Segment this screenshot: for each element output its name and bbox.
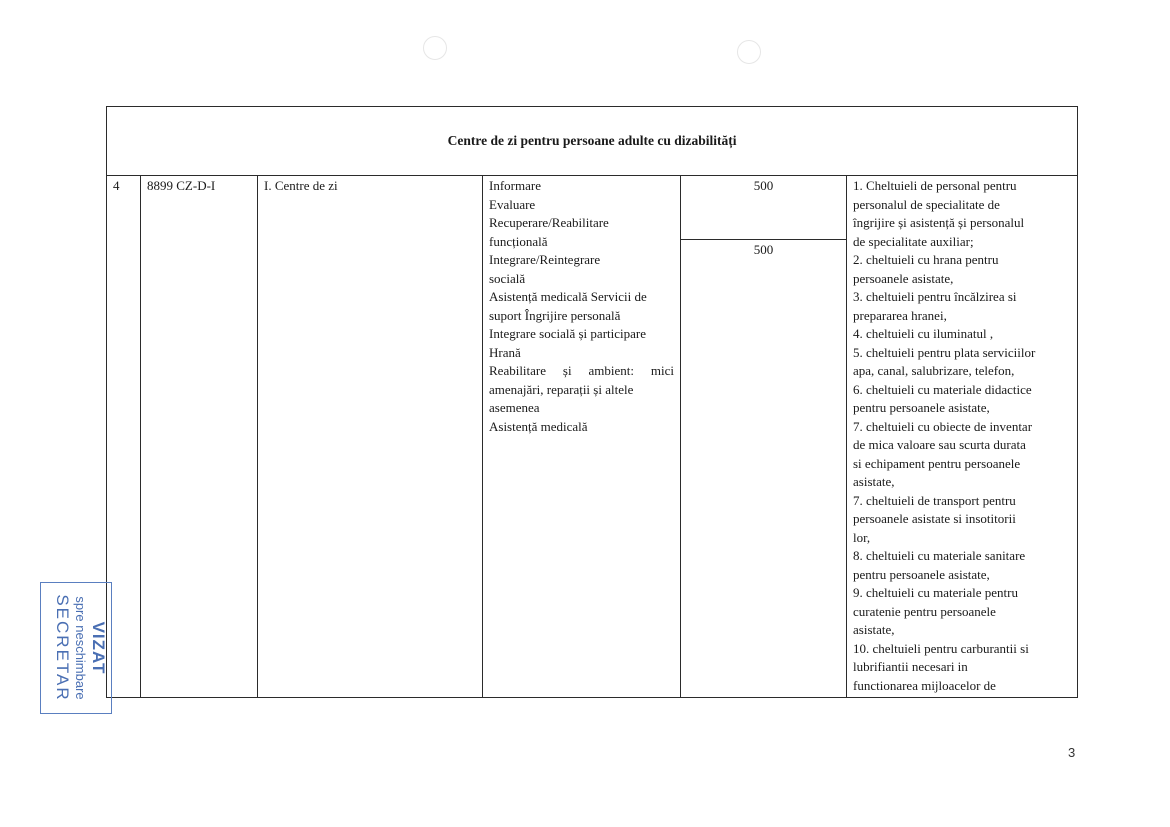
services-list [483, 176, 681, 698]
cost-line: functionarea mijloacelor de [853, 677, 996, 693]
service-code: 8899 CZ-D-I [141, 176, 258, 698]
costs-list [847, 176, 1078, 698]
capacity-value: 500 [753, 242, 774, 257]
cost-line: 6. cheltuieli cu materiale didactice [853, 381, 1032, 397]
service-line: asemenea [489, 400, 540, 415]
service-line: Hrană [489, 344, 521, 360]
service-line: amenajări, reparații și altele [489, 381, 634, 397]
cost-line: îngrijire și asistență și personalul [853, 215, 1025, 230]
cost-line: persoanele asistate, [853, 270, 954, 286]
service-line: suport Îngrijire personală [489, 307, 621, 323]
cost-line: 7. cheltuieli de transport pentru [853, 492, 1016, 508]
stamp-line-1: VIZAT [89, 621, 108, 675]
cost-line: 9. cheltuieli cu materiale pentru [853, 585, 1018, 600]
cost-line: persoanele asistate si insotitorii [853, 511, 1016, 526]
cost-line: lubrifiantii necesari in [853, 659, 968, 674]
cost-line: pentru persoanele asistate, [853, 566, 990, 582]
capacity-cell [681, 176, 847, 698]
stamp-line-2: spre neschimbare [73, 596, 88, 700]
service-line: Reabilitare și ambient: mici [489, 363, 674, 378]
punch-hole-right [737, 40, 761, 64]
service-line: Integrare/Reintegrare [489, 252, 601, 267]
cost-line: lor, [853, 529, 871, 545]
cost-line: curatenie pentru persoanele [853, 603, 996, 619]
service-line: Asistență medicală Servicii de [489, 289, 647, 304]
cost-line: asistate, [853, 474, 895, 489]
cost-line: 4. cheltuieli cu iluminatul , [853, 326, 994, 341]
cost-line: de specialitate auxiliar; [853, 233, 974, 249]
row-number: 4 [107, 176, 141, 698]
cost-line: 2. cheltuieli cu hrana pentru [853, 252, 999, 267]
table-title: Centre de zi pentru persoane adulte cu dizabilități [107, 107, 1078, 176]
service-category: I. Centre de zi [258, 176, 483, 698]
cost-line: 7. cheltuieli cu obiecte de inventar [853, 418, 1033, 434]
service-line: Informare [489, 178, 541, 193]
service-line: Recuperare/Reabilitare [489, 215, 609, 230]
service-line: funcțională [489, 233, 548, 249]
punch-hole-left [423, 36, 447, 60]
services-table [106, 106, 1078, 698]
cost-line: 1. Cheltuieli de personal pentru [853, 178, 1017, 193]
page-number: 3 [1068, 745, 1076, 760]
cost-line: personalul de specialitate de [853, 196, 1000, 212]
cost-line: de mica valoare sau scurta durata [853, 437, 1026, 452]
service-line: Integrare socială și participare [489, 326, 646, 341]
cost-line: 3. cheltuieli pentru încălzirea si [853, 289, 1017, 304]
cost-line: prepararea hranei, [853, 307, 947, 323]
cost-line: 8. cheltuieli cu materiale sanitare [853, 548, 1026, 563]
cost-line: asistate, [853, 622, 895, 637]
capacity-value: 500 [681, 176, 846, 240]
approval-stamp [40, 582, 112, 714]
cost-line: 5. cheltuieli pentru plata serviciilor [853, 344, 1036, 360]
service-line: Evaluare [489, 196, 536, 212]
service-line: socială [489, 270, 526, 286]
stamp-line-3: SECRETAR [53, 594, 72, 702]
cost-line: pentru persoanele asistate, [853, 400, 990, 415]
cost-line: apa, canal, salubrizare, telefon, [853, 363, 1015, 378]
cost-line: si echipament pentru persoanele [853, 455, 1021, 471]
cost-line: 10. cheltuieli pentru carburantii si [853, 640, 1029, 656]
service-line: Asistență medicală [489, 418, 588, 434]
